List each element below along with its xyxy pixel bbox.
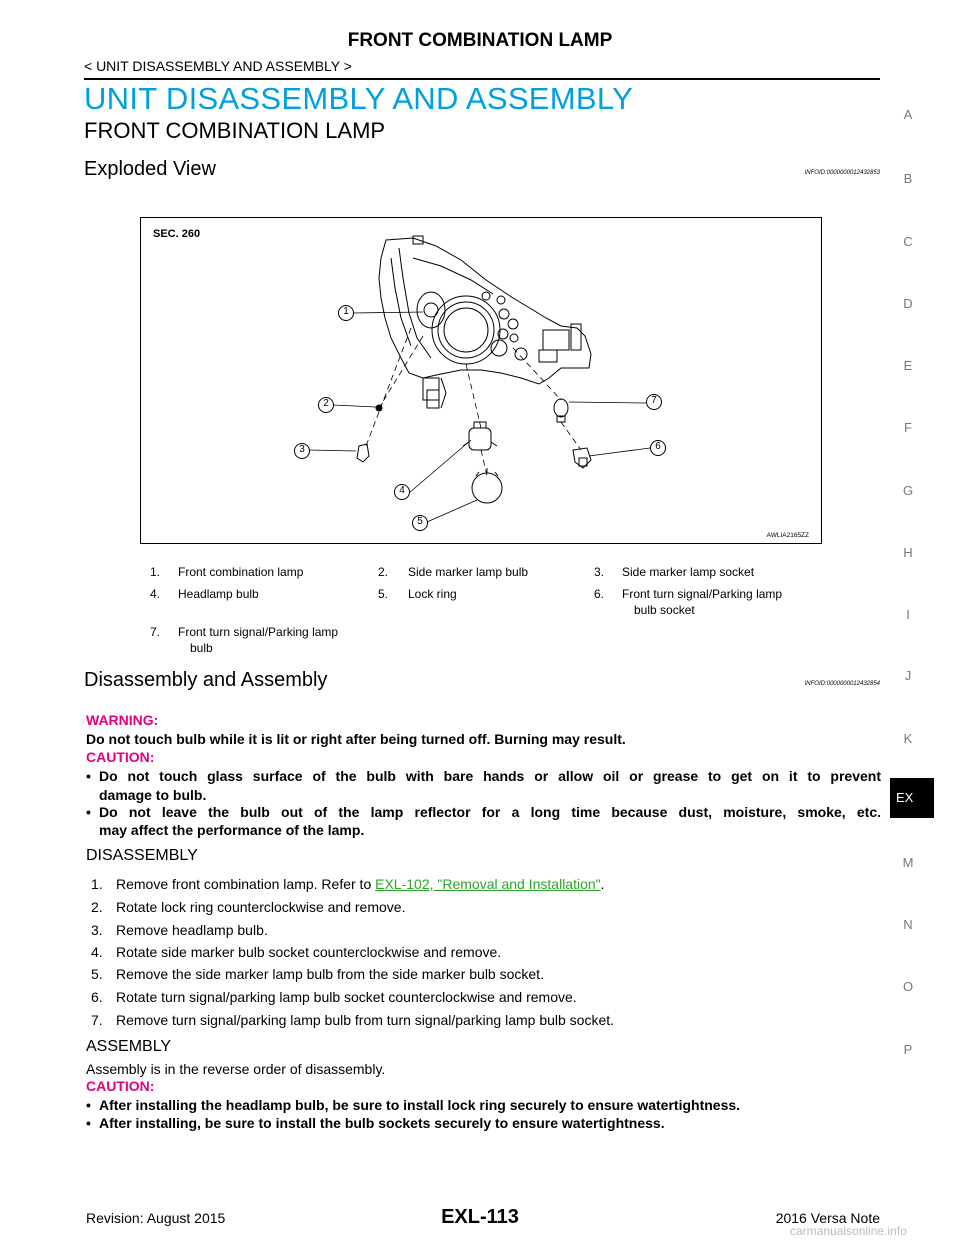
exploded-view-heading: Exploded View (84, 158, 216, 180)
legend-text: Side marker lamp bulb (408, 565, 529, 579)
legend-text: Front turn signal/Parking lamp (178, 625, 339, 639)
callout-4: 4 (393, 483, 411, 506)
side-index-j[interactable]: J (904, 668, 912, 683)
reference-link[interactable]: EXL-102, "Removal and Installation" (375, 876, 601, 892)
caution-item-line: Do not touch glass surface of the bulb with bare hands or allow oil or grease to get on it to prevent (99, 768, 881, 784)
legend-num: 6. (594, 587, 605, 601)
step-text: Remove front combination lamp. Refer to EXL-102, "Removal and Installation". (116, 876, 605, 892)
legend-text: Lock ring (408, 587, 457, 601)
step-text: Rotate turn signal/parking lamp bulb socket counterclockwise and remove. (116, 989, 577, 1005)
side-index-f[interactable]: F (904, 420, 912, 435)
callout-1: 1 (337, 304, 355, 327)
side-index-d[interactable]: D (903, 296, 913, 311)
bullet-icon: • (86, 768, 91, 784)
exploded-view-figure (140, 217, 822, 544)
warning-text: Do not touch bulb while it is lit or right after being turned off. Burning may result. (86, 731, 626, 747)
step-num: 5. (91, 966, 103, 982)
caution-item-line: damage to bulb. (99, 787, 207, 803)
side-index-h[interactable]: H (903, 545, 913, 560)
legend-text-cont: bulb socket (634, 603, 695, 617)
step-num: 3. (91, 922, 103, 938)
callout-5: 5 (411, 514, 429, 537)
header-divider (84, 78, 880, 80)
legend-text: Front turn signal/Parking lamp (622, 587, 783, 601)
section-title: UNIT DISASSEMBLY AND ASSEMBLY (84, 81, 634, 116)
assembly-caution-item: After installing, be sure to install the bulb sockets securely to ensure watertightness. (99, 1115, 665, 1131)
exploded-view-infoid: INFOID:0000000012432853 (804, 170, 880, 176)
legend-num: 1. (150, 565, 161, 579)
footer-model: 2016 Versa Note (775, 1210, 880, 1226)
legend-num: 4. (150, 587, 161, 601)
side-index-a[interactable]: A (903, 107, 913, 122)
side-index-e[interactable]: E (903, 358, 913, 373)
page-header-subtitle: < UNIT DISASSEMBLY AND ASSEMBLY > (84, 58, 352, 74)
legend-num: 2. (378, 565, 389, 579)
headlamp-exploded-drawing (141, 218, 820, 542)
step-text: Remove turn signal/parking lamp bulb from turn signal/parking lamp bulb socket. (116, 1012, 615, 1028)
footer-revision: Revision: August 2015 (86, 1210, 226, 1226)
page-number: EXL-113 (441, 1206, 519, 1228)
step-text: Rotate lock ring counterclockwise and remove. (116, 899, 406, 915)
bullet-icon: • (86, 804, 91, 820)
step-text: Rotate side marker bulb socket counterclockwise and remove. (116, 944, 502, 960)
step-num: 4. (91, 944, 103, 960)
subsection-title: FRONT COMBINATION LAMP (84, 118, 386, 143)
disassembly-assembly-infoid: INFOID:0000000012432854 (804, 681, 880, 687)
warning-label: WARNING: (86, 712, 159, 728)
caution-item-line: may affect the performance of the lamp. (99, 822, 365, 838)
side-index-k[interactable]: K (903, 731, 913, 746)
step-num: 7. (91, 1012, 103, 1028)
callout-7: 7 (645, 393, 663, 416)
disassembly-assembly-heading: Disassembly and Assembly (84, 669, 328, 691)
watermark: carmanualsonline.info (790, 1224, 907, 1238)
side-index-b[interactable]: B (903, 171, 913, 186)
legend-text: Headlamp bulb (178, 587, 259, 601)
bullet-icon: • (86, 1115, 91, 1131)
legend-text: Side marker lamp socket (622, 565, 755, 579)
disassembly-heading: DISASSEMBLY (86, 847, 198, 864)
caution-item-line: Do not leave the bulb out of the lamp reflector for a long time because dust, moisture, smoke, etc. (99, 804, 881, 820)
side-index-n[interactable]: N (903, 917, 913, 932)
callout-6: 6 (649, 439, 667, 462)
callout-2: 2 (317, 396, 335, 419)
side-index-active-tab[interactable]: EX (890, 778, 934, 818)
step-text: Remove the side marker lamp bulb from the side marker bulb socket. (116, 966, 544, 982)
assembly-text: Assembly is in the reverse order of disassembly. (86, 1061, 386, 1077)
step-num: 2. (91, 899, 103, 915)
side-index-p[interactable]: P (903, 1042, 913, 1057)
assembly-heading: ASSEMBLY (86, 1038, 172, 1055)
side-index-o[interactable]: O (902, 979, 914, 994)
step-num: 6. (91, 989, 103, 1005)
figure-section-label: SEC. 260 (153, 228, 201, 240)
step-text: Remove headlamp bulb. (116, 922, 268, 938)
bullet-icon: • (86, 1097, 91, 1113)
legend-text-cont: bulb (190, 641, 213, 655)
legend-text: Front combination lamp (178, 565, 304, 579)
side-index-i[interactable]: I (906, 607, 910, 622)
assembly-caution-label: CAUTION: (86, 1078, 155, 1094)
side-index-c[interactable]: C (903, 234, 913, 249)
page-header-title: FRONT COMBINATION LAMP (347, 30, 613, 51)
callout-3: 3 (293, 442, 311, 465)
legend-num: 3. (594, 565, 605, 579)
legend-num: 5. (378, 587, 389, 601)
caution-label: CAUTION: (86, 749, 155, 765)
side-index-g[interactable]: G (902, 483, 914, 498)
assembly-caution-item: After installing the headlamp bulb, be sure to install lock ring securely to ensure watertightness. (99, 1097, 741, 1113)
figure-code: AWLIA2165ZZ (766, 532, 809, 539)
legend-num: 7. (150, 625, 161, 639)
step-num: 1. (91, 876, 103, 892)
side-index-m[interactable]: M (902, 855, 914, 870)
